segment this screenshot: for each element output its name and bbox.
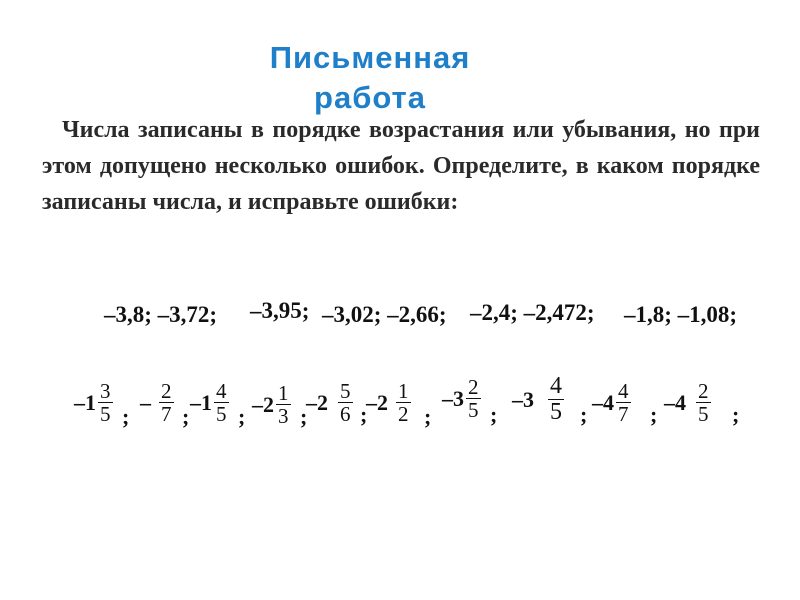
separator: ; <box>580 402 588 427</box>
fraction <box>548 374 564 425</box>
fraction-whole: –1 <box>74 389 96 415</box>
fraction <box>159 380 174 425</box>
fraction <box>338 380 353 425</box>
fraction-numerator: 2 <box>698 379 709 403</box>
fraction-denominator: 7 <box>618 402 629 426</box>
fraction-denominator: 5 <box>468 398 479 422</box>
fraction <box>214 380 229 425</box>
fraction-numerator: 1 <box>278 381 289 405</box>
separator: ; <box>182 404 190 429</box>
fraction-item-10 <box>664 380 713 425</box>
task-text: Числа записаны в порядке возрастания или убывания, но при этом допущено несколько ошибок. Определите, в каком порядке записаны числа, и исправьте ошибки: <box>42 117 760 215</box>
fraction-item-6 <box>366 380 413 425</box>
fraction <box>396 380 411 425</box>
fraction <box>696 380 711 425</box>
decimal-group-4: –2,4; –2,472; <box>470 300 595 325</box>
fraction <box>466 376 481 421</box>
fraction-item-5 <box>306 380 355 425</box>
fraction-item-7 <box>442 376 483 421</box>
separator: ; <box>360 402 368 427</box>
fraction-item-2 <box>140 380 176 425</box>
separator: ; <box>424 404 432 429</box>
fraction-item-8 <box>512 374 566 425</box>
fraction-numerator: 4 <box>216 379 227 403</box>
fraction-denominator: 5 <box>100 402 111 426</box>
separator: ; <box>300 404 308 429</box>
fraction-numerator: 2 <box>468 375 479 399</box>
decimal-group-2: –3,95; <box>250 298 310 323</box>
fraction-denominator: 5 <box>698 402 709 426</box>
fraction-denominator: 7 <box>161 402 172 426</box>
decimal-group-3: –3,02; –2,66; <box>322 302 447 327</box>
fraction-denominator: 3 <box>278 404 289 428</box>
fraction-whole: –4 <box>592 389 614 415</box>
fraction-whole: –3 <box>442 385 464 411</box>
separator: ; <box>122 404 130 429</box>
fraction-whole: –2 <box>252 391 274 417</box>
fraction-whole: –2 <box>366 389 388 415</box>
fraction-whole: –4 <box>664 389 686 415</box>
fraction-denominator: 5 <box>550 399 562 425</box>
fraction-whole: – <box>140 389 151 415</box>
fraction-numerator: 5 <box>340 379 351 403</box>
fraction-numerator: 1 <box>398 379 409 403</box>
fraction-whole: –2 <box>306 389 328 415</box>
fraction <box>276 382 291 427</box>
fraction-whole: –1 <box>190 389 212 415</box>
fraction-item-1 <box>74 380 115 425</box>
fraction-denominator: 5 <box>216 402 227 426</box>
fraction-numerator: 2 <box>161 379 172 403</box>
fraction-numerator: 3 <box>100 379 111 403</box>
fraction-item-3 <box>190 380 231 425</box>
separator: ; <box>238 404 246 429</box>
fraction-denominator: 6 <box>340 402 351 426</box>
fraction-numerator: 4 <box>618 379 629 403</box>
fraction-item-9 <box>592 380 633 425</box>
fraction-item-4 <box>252 382 293 427</box>
decimal-group-5: –1,8; –1,08; <box>624 302 738 327</box>
fraction <box>98 380 113 425</box>
fraction-whole: –3 <box>512 386 534 412</box>
separator: ; <box>490 402 498 427</box>
fraction-denominator: 2 <box>398 402 409 426</box>
slide-title: Письменная работа <box>269 40 471 115</box>
fraction-numerator: 4 <box>550 373 562 399</box>
fraction <box>616 380 631 425</box>
decimal-group-1: –3,8; –3,72; <box>104 302 218 327</box>
separator: ; <box>650 402 658 427</box>
separator: ; <box>732 402 740 427</box>
